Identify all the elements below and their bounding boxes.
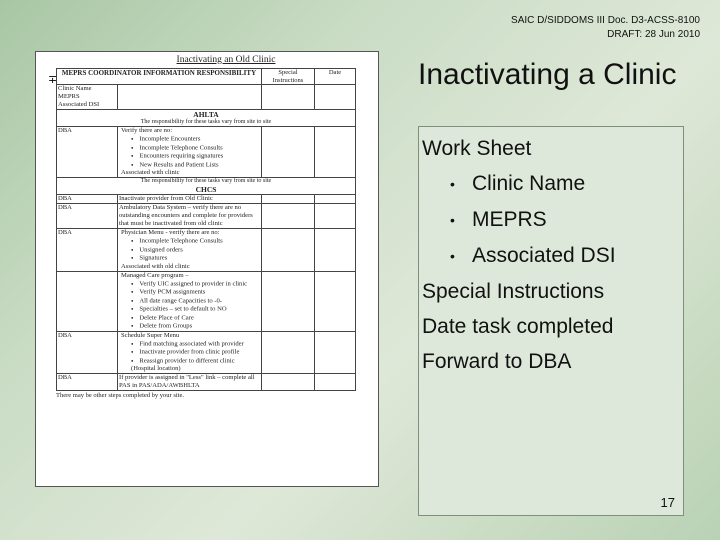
- physician-bullet: ● Unsigned orders: [119, 246, 260, 255]
- item-date-task: Date task completed: [422, 314, 614, 338]
- managed-care-bullet: ● Delete Place of Care: [119, 314, 260, 323]
- document-header: [511, 14, 700, 42]
- info-clinic: Clinic Name: [58, 85, 92, 92]
- draft-date: DRAFT: 28 Jun 2010: [607, 29, 700, 40]
- ahlta-bullet: ● Encounters requiring signatures: [119, 152, 260, 161]
- bullet-dot-icon: •: [450, 175, 455, 192]
- chcs-role: DBA: [57, 204, 118, 229]
- schedule-role: DBA: [57, 331, 118, 374]
- ahlta-bullet: ● Incomplete Encounters: [119, 135, 260, 144]
- schedule-task: [118, 331, 262, 374]
- worksheet-title: Inactivating an Old Clinic: [176, 55, 276, 65]
- bullet-text: Clinic Name: [472, 172, 586, 195]
- col-date: Date: [315, 69, 356, 85]
- item-work-sheet: Work Sheet: [422, 137, 532, 160]
- ahlta-tail: Associated with clinic: [121, 169, 180, 177]
- item-forward-dba: Forward to DBA: [422, 349, 572, 373]
- ahlta-role: DBA: [57, 127, 118, 178]
- worksheet-mark: ∓: [48, 73, 58, 86]
- slide-title: Inactivating a Clinic: [418, 58, 677, 91]
- page-number: 17: [660, 495, 675, 510]
- content-box: [418, 126, 684, 516]
- managed-care-bullet: ● All date range Capacities to -0-: [119, 297, 260, 306]
- physician-tail: Associated with old clinic: [121, 262, 190, 270]
- worksheet-footer: There may be other steps completed by your site.: [56, 392, 184, 400]
- schedule-bullet: ● Find matching associated with provider: [119, 340, 260, 349]
- managed-care-task: [118, 271, 262, 331]
- info-meprs: MEPRS: [58, 93, 80, 100]
- chcs-role: DBA: [57, 195, 118, 204]
- doc-id: SAIC D/SIDDOMS III Doc. D3-ACSS-8100: [511, 15, 700, 26]
- item-special-instructions: Special Instructions: [422, 279, 605, 303]
- info-dsi: Associated DSI: [58, 101, 100, 108]
- chcs-note: The responsibility for these tasks vary from site to site: [140, 178, 272, 185]
- ahlta-section: [57, 110, 356, 127]
- managed-care-bullet: ● Specialties – set to default to NO: [119, 305, 260, 314]
- schedule-bullet: ● Inactivate provider from clinic profile: [119, 348, 260, 357]
- chcs-section: [57, 178, 356, 195]
- physician-task-label: Physician Menu - verify there are no:: [121, 229, 220, 237]
- last-role: DBA: [57, 374, 118, 391]
- bullet-text: MEPRS: [472, 207, 547, 231]
- ahlta-note: The responsibility for these tasks vary from site to site: [140, 119, 272, 125]
- schedule-bullet: ● Reassign provider to different clinic (Hospital location): [119, 357, 260, 374]
- bullet-dot-icon: •: [450, 247, 455, 264]
- ahlta-bullet: ● Incomplete Telephone Consults: [119, 144, 260, 153]
- schedule-task-label: Schedule Super Menu: [121, 331, 180, 339]
- bullet-dot-icon: •: [450, 211, 455, 228]
- item-meprs: [422, 202, 683, 238]
- managed-care-label: Managed Care program –: [121, 271, 189, 279]
- col-special: Special Instructions: [262, 69, 315, 85]
- physician-task: [118, 229, 262, 272]
- worksheet-image: [35, 51, 379, 487]
- physician-bullet: ● Signatures: [119, 254, 260, 263]
- item-clinic-name: [422, 166, 683, 202]
- physician-role: DBA: [57, 229, 118, 272]
- bullet-text: Associated DSI: [472, 243, 616, 267]
- item-associated-dsi: [422, 238, 683, 274]
- worksheet-table: [56, 68, 356, 391]
- managed-care-bullet: ● Delete from Groups: [119, 322, 260, 331]
- chcs-heading: CHCS: [195, 185, 217, 195]
- last-task: If provider is assigned in "Less" link – complete all PAS in PAS/ADA/AWBHLTA: [118, 374, 262, 391]
- ahlta-task-label: Verify there are no:: [121, 127, 173, 134]
- chcs-task: Inactivate provider from Old Clinic: [118, 195, 262, 204]
- physician-bullet: ● Incomplete Telephone Consults: [119, 237, 260, 246]
- managed-care-bullet: ● Verify UIC assigned to provider in clinic: [119, 280, 260, 289]
- chcs-task: Ambulatory Data System – verify there are no outstanding encounters and complete for providers that must be inactivated from old clinic: [118, 204, 262, 229]
- ahlta-bullet: ● New Results and Patient Lists: [119, 161, 260, 170]
- managed-care-bullet: ● Verify PCM assignments: [119, 288, 260, 297]
- info-labels: [57, 85, 118, 110]
- table-title: MEPRS COORDINATOR INFORMATION RESPONSIBILITY: [57, 69, 262, 85]
- ahlta-task: [118, 127, 262, 178]
- ahlta-heading: AHLTA: [193, 110, 219, 119]
